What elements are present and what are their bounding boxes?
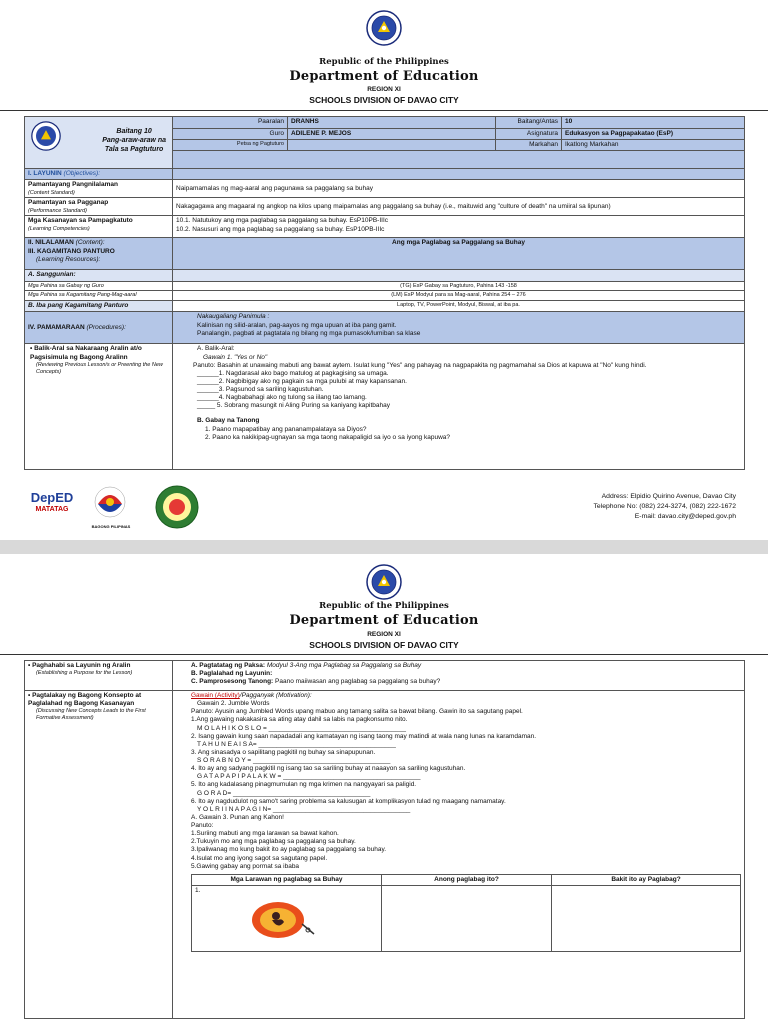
jumble-line: G O R A D= ______________________________________ <box>197 789 371 797</box>
gawain1-title: Gawain 1. "Yes or No" <box>203 353 268 361</box>
footer-address-block <box>594 492 736 522</box>
guro-value: ADILENE P. MEJOS <box>288 129 496 140</box>
kagamitan-heading: III. KAGAMITANG PANTURO <box>28 247 115 255</box>
gabay-q1: 1. Paano mapapatibay ang pananampalataya sa Diyos? <box>205 425 367 433</box>
gabay-q2: 2. Paano ka nakikipag-ugnayan sa mga taong nakapaligid sa iyo o sa iyong kapuwa? <box>205 433 451 441</box>
c-label: C. Pamprosesong Tanong: <box>191 678 274 686</box>
nilalaman-sub: (Content): <box>75 239 105 247</box>
footer-email: E-mail: davao.city@deped.gov.ph <box>634 512 736 520</box>
step: 5.Gawing gabay ang pormat sa ibaba <box>191 862 300 870</box>
step: 3.Ipaliwanag mo kung bakit ito ay paglabag sa paggalang sa buhay. <box>191 846 387 854</box>
plan-title-cell <box>25 117 173 169</box>
fetus-illustration-icon <box>248 898 318 940</box>
spacer-cell <box>173 151 745 169</box>
competency-line: 10.2. Nasusuri ang mga paglabag sa paggalang sa buhay. EsP10PB-IIIc <box>176 225 385 233</box>
item5: _____ 5. Sobrang masungit ni Aling Puring sa kaniyang kapitbahay <box>197 402 390 410</box>
footer-telephone: Telephone No: (082) 224-3274, (082) 222-1672 <box>593 502 736 510</box>
sanggunian-fill <box>173 270 745 281</box>
deped-seal-icon <box>366 564 402 600</box>
jumble-line: M O L A H I K O S L O = ______________________________________ <box>197 724 406 732</box>
department-heading: Department of Education <box>289 613 479 628</box>
jumble-line: S O R A B N O Y = ______________________________________ <box>197 757 391 764</box>
plan-title-line: Pang-araw-araw na <box>102 137 166 145</box>
region-heading: REGION XI <box>367 86 401 93</box>
content-standard-value: Naipamamalas ng mag-aaral ang pagunawa sa paggalang sa buhay <box>173 180 745 198</box>
tg-value: (TG) EsP Gabay sa Pagtuturo, Pahina 143 -158 <box>173 281 745 291</box>
region-heading: REGION XI <box>367 631 401 638</box>
review-content-cell <box>173 344 745 470</box>
gabay-title: B. Gabay na Tanong <box>197 417 260 425</box>
matatag-text: MATATAG <box>35 506 69 514</box>
jumble-line: 4. Ito ay ang sadyang pagkitil ng isang tao sa sariling buhay at naaayon sa sariling kagustuhan. <box>191 765 466 773</box>
violation-image-cell <box>192 885 382 951</box>
objectives-heading-fill <box>173 169 745 180</box>
page-separator <box>0 540 768 554</box>
small-seal-icon <box>31 121 61 151</box>
objectives-heading-cell <box>25 169 173 180</box>
violation-why-cell[interactable] <box>552 885 741 951</box>
iba-value: Laptop, TV, PowerPoint, Modyul, Biswal, at iba pa. <box>173 301 745 312</box>
step: 2.Tukuyin mo ang mga paglabag sa paggalang sa buhay. <box>191 838 356 846</box>
jumble-line: Y O L R I I N A P A G I N= ______________________________________ <box>197 805 411 813</box>
guro-label: Guro <box>173 129 288 140</box>
b-label: B. Paglalahad ng Layunin: <box>191 670 273 678</box>
plan-title-line: Tala sa Pagtuturo <box>104 146 164 154</box>
competency-line: 10.1. Natutukoy ang mga paglabag sa paggalang sa buhay. EsP10PB-IIIc <box>176 217 388 225</box>
jumble-line: 3. Ang sinasadya o sapilitang pagkitil ng buhay sa sinapupunan. <box>191 748 376 756</box>
step: 4.Isulat mo ang iyong sagot sa sagutang papel. <box>191 854 328 862</box>
footer-address: Address: Elpidio Quirino Avenue, Davao City <box>601 493 736 500</box>
page-two <box>0 554 768 1024</box>
item2: ______2. Nagbibigay ako ng pagkain sa mga pulubi at may kapansanan. <box>197 377 407 385</box>
gawain-red: Gawain (Activity) <box>191 692 240 699</box>
item4: ______4. Nagbabahagi ako ng tulong sa iilang tao lamang. <box>197 394 367 402</box>
concept-label: • Pagtalakay ng Bagong Konsepto at Paglalahad ng Bagong Kasanayan <box>28 692 142 708</box>
gawain2-title: Gawain 2. Jumble Words <box>197 700 270 708</box>
bagong-pilipinas-text: BAGONG PILIPINAS <box>91 524 131 529</box>
republic-heading: Republic of the Philippines <box>319 601 449 611</box>
content-standard-sub: (Content Standard) <box>28 189 75 196</box>
gawain3-title: A. Gawain 3. Punan ang Kahon! <box>191 813 284 821</box>
panuto3: Panuto: <box>191 822 214 829</box>
sanggunian-label: A. Sanggunian: <box>25 270 173 281</box>
topic-cell: Ang mga Paglabag sa Paggalang sa Buhay <box>173 238 745 270</box>
deped-seal-icon <box>366 10 402 46</box>
jumble-line: G A T A P A P I P A L A K W = ______________________________________ <box>197 773 421 781</box>
header-divider <box>0 654 768 655</box>
step: 1.Suriing mabuti ang mga larawan sa bawat kahon. <box>191 830 339 838</box>
review-sub: (Reviewing Previous Lesson/s or Preenting the New Concepts) <box>36 361 163 375</box>
violations-header-what: Anong paglabag ito? <box>382 874 552 885</box>
markahan-label: Markahan <box>496 140 562 151</box>
item3: ______3. Pagsunod sa sariling kagustuhan. <box>197 386 324 393</box>
plan-title-line: Baitang 10 <box>116 128 152 135</box>
objectives-heading-sub: (Objectives): <box>63 170 101 178</box>
iba-label: B. Iba pang Kagamitang Panturo <box>25 301 173 312</box>
petsa-label: Petsa ng Pagtuturo <box>173 140 288 151</box>
c-value: Paano maiiwasan ang paglabag sa paggalang sa buhay? <box>275 678 441 686</box>
purpose-sub: (Establishing a Purpose for the Lesson) <box>36 670 133 677</box>
concept-content-cell <box>173 691 745 1019</box>
asignatura-label: Asignatura <box>496 129 562 140</box>
concept-label-cell <box>25 691 173 1019</box>
performance-standard-label-cell <box>25 198 173 216</box>
violations-header-image: Mga Larawan ng paglabag sa Buhay <box>192 874 382 885</box>
violations-table <box>191 874 741 952</box>
paaralan-label: Paaralan <box>173 117 288 129</box>
violation-what-cell[interactable] <box>382 885 552 951</box>
jumble-line: 1.Ang gawaing nakakasira sa ating atay dahil sa labis na pagkonsumo nito. <box>191 716 408 724</box>
lesson-plan-table <box>24 116 745 470</box>
jumble-line: 2. Isang gawain kung saan napadadali ang kamatayan ng isang taong may matindi at wala nang lunas na karamdaman. <box>191 732 537 740</box>
tg-label: Mga Pahina sa Gabay ng Guro <box>25 281 173 291</box>
performance-standard-label: Pamantayan sa Pagganap <box>28 199 109 207</box>
balik-title: A. Balik-Aral: <box>197 345 235 353</box>
markahan-value: Ikatlong Markahan <box>562 140 745 151</box>
competency-value-cell <box>173 216 745 238</box>
division-heading: SCHOOLS DIVISION OF DAVAO CITY <box>309 95 459 105</box>
panuto1: Panuto: Basahin at unawaing mabuti ang bawat aytem. Isulat kung "Yes" ang pahayag na nagpapakita ng pagmamahal sa Dios at kapuwa at "No" kung hindi. <box>193 361 647 369</box>
division-seal-icon <box>154 484 200 530</box>
footer-logos <box>24 484 204 534</box>
asignatura-value: Edukasyon sa Pagpapakatao (EsP) <box>562 129 745 140</box>
concept-sub: (Discussing New Concepts Leads to the First Formative Assessment) <box>36 708 146 722</box>
nilalaman-heading: II. NILALAMAN <box>28 239 74 247</box>
department-heading: Department of Education <box>289 69 479 84</box>
violation-row-number: 1. <box>195 886 201 894</box>
republic-heading: Republic of the Philippines <box>319 57 449 67</box>
competency-label: Mga Kasanayan sa Pampagkatuto <box>28 217 133 225</box>
a-value: Modyul 3-Ang mga Paglabag sa Paggalang sa Buhay <box>266 662 422 669</box>
paaralan-value: DRANHS <box>288 117 496 129</box>
petsa-value <box>288 140 496 151</box>
jumble-line: 6. Ito ay nagdudulot ng samo't saring problema sa kalusugan at komplikasyon tulad ng maagang namamatay. <box>191 797 506 805</box>
performance-standard-sub: (Performance Standard) <box>28 207 87 214</box>
competency-label-cell <box>25 216 173 238</box>
gawain-rest: /Pagganyak (Motivation): <box>239 692 312 699</box>
kagamitan-sub: (Learning Resources): <box>36 255 101 263</box>
procedures-heading-cell <box>25 312 173 344</box>
review-label-cell <box>25 344 173 470</box>
purpose-label: • Paghahabi sa Layunin ng Aralin <box>28 662 131 669</box>
routine-line: Panalangin, pagbati at pagtatala ng bilang ng mga pumasok/lumiban sa klase <box>197 329 421 337</box>
deped-matatag-logo <box>24 490 80 515</box>
lm-value: (LM) EsP Modyul para sa Mag-aaral, Pahina 254 – 276 <box>173 291 745 301</box>
purpose-content-cell <box>173 661 745 691</box>
content-standard-label-cell <box>25 180 173 198</box>
content-standard-label: Pamantayang Pangnilalaman <box>28 181 118 189</box>
baitang-label: Baitang/Antas <box>496 117 562 129</box>
a-label: A. Pagtatatag ng Paksa: <box>191 662 266 669</box>
routine-title: Nakaugaliang Panimula : <box>197 313 270 321</box>
baitang-value: 10 <box>562 117 745 129</box>
item1: ______1. Nagdarasal ako bago matulog at pagkagising sa umaga. <box>197 369 389 377</box>
lesson-plan-table-continued <box>24 660 745 1019</box>
performance-standard-value: Nakagagawa ang magaaral ng angkop na kilos upang maipamalas ang paggalang sa buhay (i.e., maituwid ang "culture of death" na umiiral sa lipunan) <box>173 198 745 216</box>
purpose-label-cell <box>25 661 173 691</box>
panuto2: Panuto: Ayusin ang Jumbled Words upang mabuo ang tamang salita sa bawat bilang. Gawin ito sa sagutang papel. <box>191 708 523 716</box>
content-heading-cell <box>25 238 173 270</box>
jumble-line: T A H U N E A I S A= ______________________________________ <box>197 740 396 748</box>
jumble-line: 5. Ito ang kadalasang pinagmumulan ng mga krimen na nangyayari sa paligid. <box>191 781 417 789</box>
bagong-pilipinas-icon <box>90 484 130 524</box>
violations-header-why: Bakit ito ay Paglabag? <box>552 874 741 885</box>
procedures-heading: IV. PAMAMARAAN <box>28 323 85 331</box>
header-divider <box>0 110 768 111</box>
review-label: • Balik-Aral sa Nakaraang Aralin at/o Pagsisimula ng Bagong Aralinn <box>30 345 142 361</box>
routine-cell <box>173 312 745 344</box>
competency-sub: (Learning Competencies) <box>28 225 90 232</box>
lm-label: Mga Pahina sa Kagamitang Pang-Mag-aaral <box>25 291 173 301</box>
division-heading: SCHOOLS DIVISION OF DAVAO CITY <box>309 640 459 650</box>
procedures-heading-sub: (Procedures): <box>86 323 126 331</box>
objectives-heading: I. LAYUNIN <box>28 170 62 178</box>
routine-line: Kalinisan ng silid-aralan, pag-aayos ng mga upuan at iba pang gamit. <box>197 321 397 329</box>
deped-logo-text: DepED <box>30 490 74 505</box>
